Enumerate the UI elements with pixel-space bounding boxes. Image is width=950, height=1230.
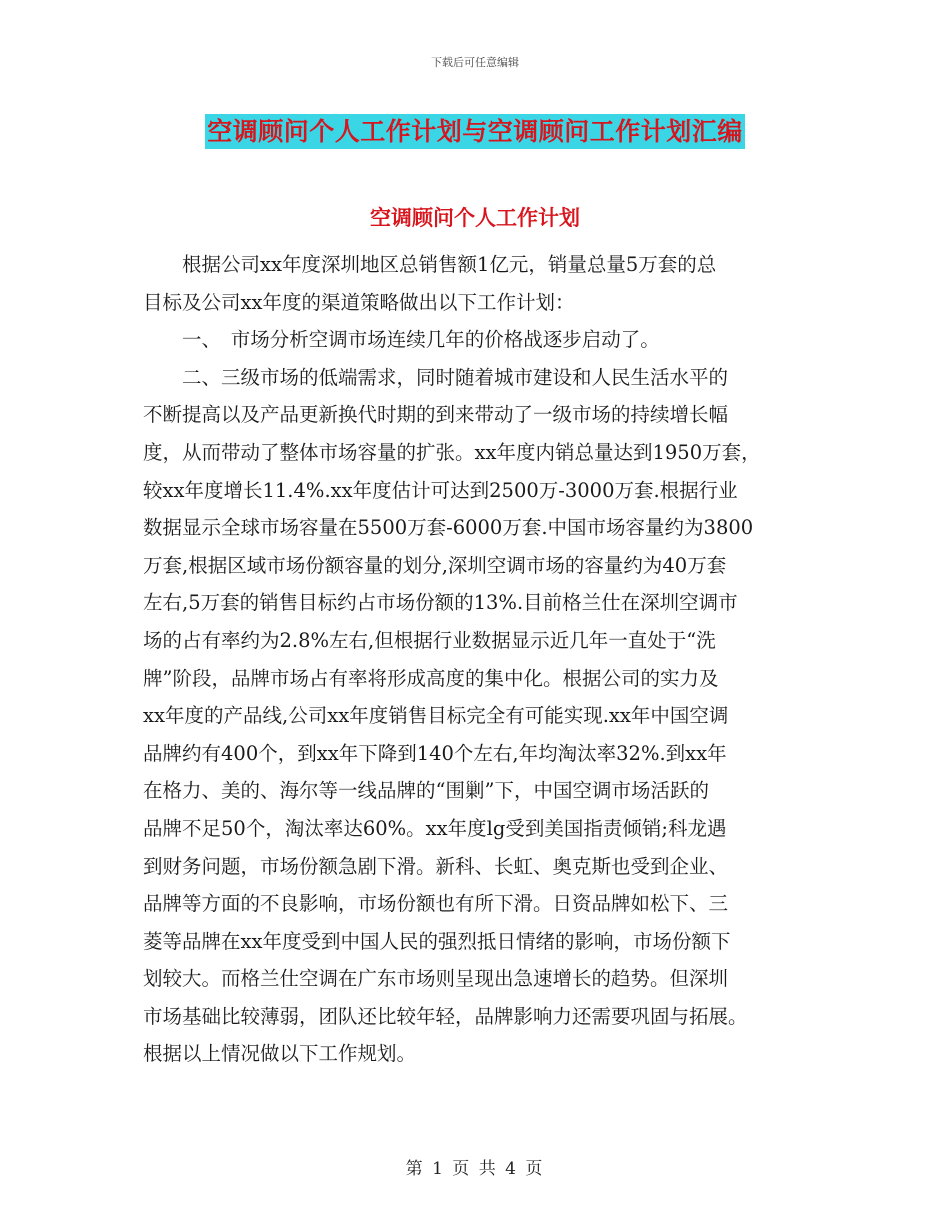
body-line: 品牌约有400个，到xx年下降到140个左右,年均淘汰率32%.到xx年	[143, 741, 727, 765]
body-line: 二、三级市场的低端需求，同时随着城市建设和人民生活水平的	[143, 365, 729, 389]
body-line: 菱等品牌在xx年度受到中国人民的强烈抵日情绪的影响，市场份额下	[143, 929, 731, 953]
body-line: 到财务问题，市场份额急剧下滑。新科、长虹、奥克斯也受到企业、	[143, 854, 729, 878]
body-line: 数据显示全球市场容量在5500万套-6000万套.中国市场容量约为3800	[143, 516, 754, 540]
body-line: 不断提高以及产品更新换代时期的到来带动了一级市场的持续增长幅	[143, 403, 729, 427]
body-line: 牌”阶段，品牌市场占有率将形成高度的集中化。根据公司的实力及	[143, 666, 719, 690]
body-line: 较xx年度增长11.4%.xx年度估计可达到2500万-3000万套.根据行业	[143, 478, 738, 502]
body-line: 一、 市场分析空调市场连续几年的价格战逐步启动了。	[143, 328, 660, 352]
page-footer: 第 1 页 共 4 页	[405, 1159, 545, 1179]
document-title-block	[0, 112, 950, 148]
section-title: 空调顾问个人工作计划	[370, 205, 580, 230]
body-line: 目标及公司xx年度的渠道策略做出以下工作计划：	[143, 290, 575, 314]
body-line: 万套,根据区域市场份额容量的划分,深圳空调市场的容量约为40万套	[143, 553, 727, 577]
body-line: 在格力、美的、海尔等一线品牌的“围剿”下，中国空调市场活跃的	[143, 779, 709, 803]
header-note: 下载后可任意编辑	[431, 56, 519, 69]
body-line: 划较大。而格兰仕空调在广东市场则呈现出急速增长的趋势。但深圳	[143, 967, 729, 991]
body-line: 品牌不足50个，淘汰率达60%。xx年度lg受到美国指责倾销;科龙遇	[143, 816, 727, 840]
body-line: 市场基础比较薄弱，团队还比较年轻，品牌影响力还需要巩固与拓展。	[143, 1004, 748, 1028]
body-line: xx年度的产品线,公司xx年度销售目标完全有可能实现.xx年中国空调	[143, 704, 729, 728]
body-line: 度，从而带动了整体市场容量的扩张。xx年度内销总量达到1950万套，	[143, 440, 761, 464]
body-line: 场的占有率约为2.8%左右,但根据行业数据显示近几年一直处于“洗	[143, 628, 716, 652]
body-line: 品牌等方面的不良影响，市场份额也有所下滑。日资品牌如松下、三	[143, 892, 729, 916]
body-line: 根据公司xx年度深圳地区总销售额1亿元，销量总量5万套的总	[143, 253, 717, 276]
body-text	[143, 250, 823, 1077]
document-title: 空调顾问个人工作计划与空调顾问工作计划汇编	[205, 114, 745, 149]
body-line: 左右,5万套的销售目标约占市场份额的13%.目前格兰仕在深圳空调市	[143, 591, 738, 615]
body-line: 根据以上情况做以下工作规划。	[143, 1042, 417, 1066]
